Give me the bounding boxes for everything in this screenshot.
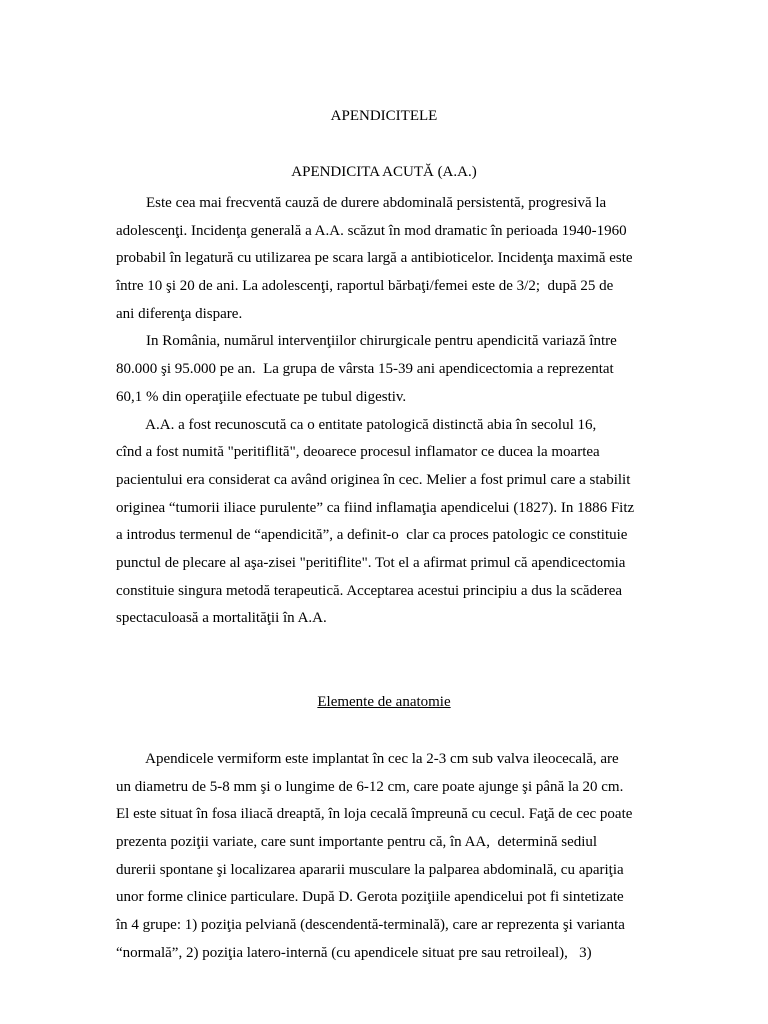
text-line: El este situat în fosa iliacă dreaptă, în loja cecală împreună cu cecul. Faţă de cec poate xyxy=(116,806,633,823)
text-line: originea “tumorii iliace purulente” ca fiind inflamaţia apendicelui (1827). In 1886 Fitz xyxy=(116,499,635,516)
text-line: între 10 şi 20 de ani. La adolescenţi, raportul bărbaţi/femei este de 3/2; după 25 de xyxy=(116,278,614,295)
text-line: Este cea mai frecventă cauză de durere abdominală persistentă, progresivă la xyxy=(116,195,607,211)
body-text xyxy=(116,190,656,633)
text-line: în 4 grupe: 1) poziţia pelviană (descendentă-terminală), care ar reprezenta şi varianta xyxy=(116,917,625,934)
text-line: pacientului era considerat ca având originea în cec. Melier a fost primul care a stabilit xyxy=(116,471,631,488)
text-line: spectaculoasă a mortalităţii în A.A. xyxy=(116,610,327,627)
text-line: constituie singura metodă terapeutică. Acceptarea acestui principiu a dus la scăderea xyxy=(116,582,623,599)
text-line: unor forme clinice particulare. După D. Gerota poziţiile apendicelui pot fi sintetizate xyxy=(116,889,624,906)
text-line: prezenta poziţii variate, care sunt importante pentru că, în AA, determină sediul xyxy=(116,834,598,851)
text-line: Apendicele vermiform este implantat în cec la 2-3 cm sub valva ileocecală, are xyxy=(116,751,619,767)
document-subtitle: APENDICITA ACUTĂ (A.A.) xyxy=(291,164,477,180)
text-line: “normală”, 2) poziţia latero-internă (cu apendicele situat pre sau retroileal), 3) xyxy=(116,944,592,961)
document-title: APENDICITELE xyxy=(330,108,438,124)
text-line: a introdus termenul de “apendicită”, a definit-o clar ca proces patologic ce constituie xyxy=(116,527,628,544)
text-line: punctul de plecare al aşa-zisei "peritiflite". Tot el a afirmat primul că apendicectomia xyxy=(116,554,626,571)
text-line: 80.000 şi 95.000 pe an. La grupa de vârsta 15-39 ani apendicectomia a reprezentat xyxy=(116,361,614,378)
text-line: probabil în legatură cu utilizarea pe scara largă a antibioticelor. Incidenţa maximă este xyxy=(116,250,633,267)
text-line: 60,1 % din operaţiile efectuate pe tubul digestiv. xyxy=(116,388,407,405)
text-line: In România, numărul intervenţiilor chirurgicale pentru apendicită variază între xyxy=(116,333,617,350)
text-line: durerii spontane şi localizarea apararii musculare la palparea abdominală, cu apariţia xyxy=(116,861,624,878)
section-heading: Elemente de anatomie xyxy=(317,694,451,710)
text-line: A.A. a fost recunoscută ca o entitate patologică distinctă abia în secolul 16, xyxy=(116,416,597,433)
text-line: cînd a fost numită "peritiflită", deoarece procesul inflamator ce ducea la moartea xyxy=(116,444,600,461)
text-line: adolescenţi. Incidenţa generală a A.A. scăzut în mod dramatic în perioada 1940-1960 xyxy=(116,222,627,239)
section-text xyxy=(116,746,656,968)
text-line: ani diferenţa dispare. xyxy=(116,305,243,322)
text-line: un diametru de 5-8 mm şi o lungime de 6-12 cm, care poate ajunge şi până la 20 cm. xyxy=(116,778,624,795)
